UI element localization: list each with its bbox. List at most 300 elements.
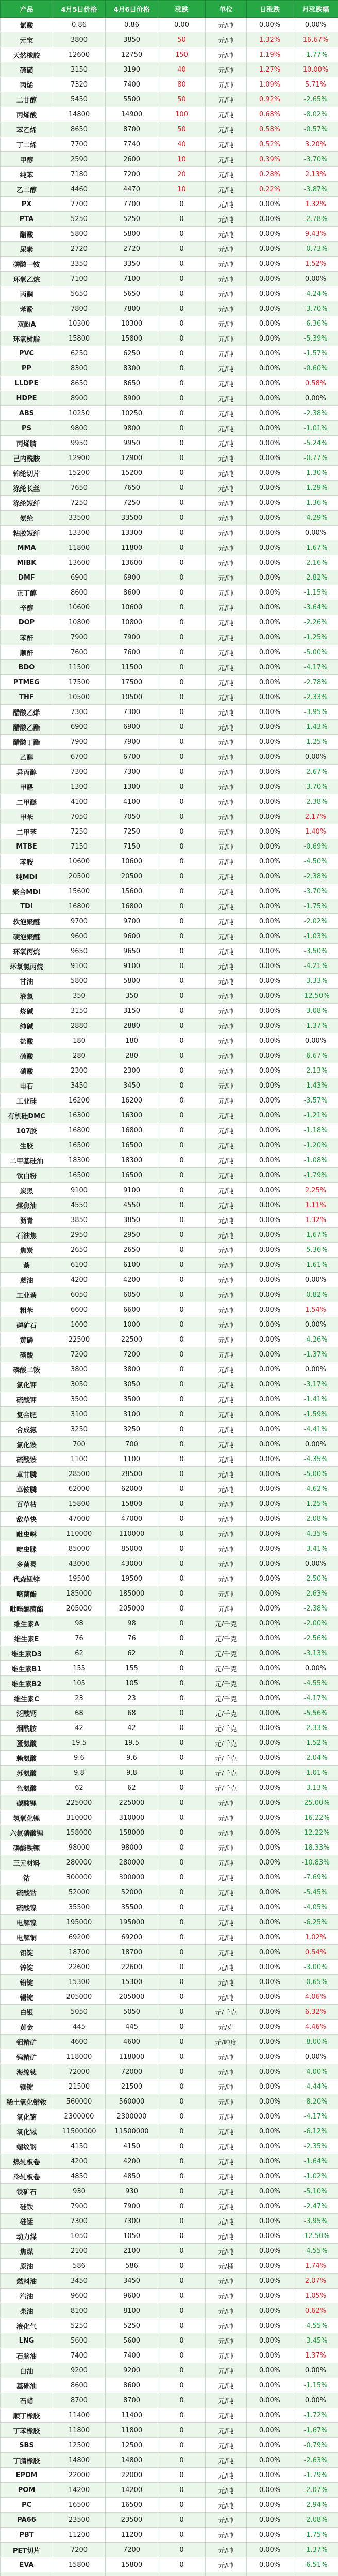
cell-unit: 元/吨: [206, 2094, 247, 2109]
cell-product: 六氟磷酸锂: [1, 1825, 53, 1840]
table-row: [1, 2333, 338, 2348]
cell-product: EPDM: [1, 2468, 53, 2483]
cell-unit: 元/吨: [206, 1228, 247, 1243]
cell-change: 0: [158, 1781, 206, 1795]
cell-day-change: 0.00%: [247, 2139, 293, 2154]
cell-change: 0: [158, 750, 206, 765]
cell-change: 0: [158, 2214, 206, 2229]
cell-product: 苯酐: [1, 630, 53, 645]
cell-price-prev: 205000: [53, 1990, 106, 2005]
cell-change: 0: [158, 406, 206, 421]
cell-change: 0: [158, 2408, 206, 2423]
cell-price-prev: 9600: [53, 929, 106, 944]
cell-month-change: -3.50%: [293, 944, 338, 959]
cell-unit: 元/吨: [206, 1004, 247, 1019]
cell-product: 磷酸一铵: [1, 257, 53, 272]
cell-day-change: 0.00%: [247, 944, 293, 959]
cell-product: 钼精矿: [1, 2035, 53, 2049]
cell-unit: 元/千克: [206, 1721, 247, 1736]
cell-price-curr: 3850: [106, 32, 158, 47]
cell-product: PBT: [1, 2528, 53, 2543]
cell-price-prev: 3050: [53, 1377, 106, 1392]
cell-change: 0: [158, 1452, 206, 1467]
cell-price-curr: 7250: [106, 824, 158, 839]
cell-product: 敌草快: [1, 1512, 53, 1527]
cell-product: 硅铁: [1, 2199, 53, 2214]
cell-change: 0: [158, 959, 206, 974]
cell-day-change: 0.00%: [247, 1317, 293, 1332]
cell-price-curr: 12500: [106, 2438, 158, 2453]
cell-price-curr: 17500: [106, 675, 158, 690]
table-row: [1, 2244, 338, 2259]
cell-day-change: 0.22%: [247, 182, 293, 197]
table-row: [1, 974, 338, 989]
cell-price-curr: 560000: [106, 2094, 158, 2109]
cell-day-change: 0.00%: [247, 2199, 293, 2214]
cell-unit: 元/吨: [206, 1840, 247, 1855]
cell-price-curr: 2100: [106, 2244, 158, 2259]
cell-month-change: -4.21%: [293, 959, 338, 974]
cell-price-curr: 22600: [106, 1960, 158, 1975]
cell-change: 0: [158, 1392, 206, 1407]
cell-change: 0: [158, 1975, 206, 1990]
cell-change: 0: [158, 1825, 206, 1840]
cell-unit: 元/千克: [206, 1646, 247, 1661]
cell-change: 0: [158, 1048, 206, 1063]
cell-change: 0: [158, 720, 206, 735]
cell-product: 硝酸: [1, 1063, 53, 1078]
cell-product: 维生素A: [1, 1616, 53, 1631]
table-row: [1, 2079, 338, 2094]
cell-price-prev: 8900: [53, 391, 106, 406]
cell-unit: 元/吨: [206, 1317, 247, 1332]
cell-price-curr: 105: [106, 1676, 158, 1691]
cell-product: 氨纶: [1, 511, 53, 526]
cell-unit: 元/吨: [206, 1601, 247, 1616]
cell-product: 吡唑醚菌酯: [1, 1601, 53, 1616]
cell-month-change: -1.15%: [293, 585, 338, 600]
cell-product: 纯碱: [1, 1019, 53, 1033]
cell-unit: 元/吨: [206, 1990, 247, 2005]
cell-price-curr: 4100: [106, 794, 158, 809]
cell-product: 己内酰胺: [1, 451, 53, 466]
cell-price-prev: 18700: [53, 1945, 106, 1960]
cell-change: 0: [158, 824, 206, 839]
cell-month-change: -4.35%: [293, 1452, 338, 1467]
cell-change: 0: [158, 929, 206, 944]
cell-product: 草甘膦: [1, 1467, 53, 1482]
cell-day-change: 0.00%: [247, 750, 293, 765]
cell-unit: 元/千克: [206, 1691, 247, 1706]
cell-month-change: -6.51%: [293, 2557, 338, 2572]
cell-price-curr: 16500: [106, 2498, 158, 2513]
cell-product: 环氧氯丙烷: [1, 959, 53, 974]
cell-price-prev: 3500: [53, 1392, 106, 1407]
cell-month-change: -18.33%: [293, 1840, 338, 1855]
cell-month-change: -6.25%: [293, 1915, 338, 1930]
cell-change: 0: [158, 511, 206, 526]
cell-day-change: 0.00%: [247, 2498, 293, 2513]
cell-price-curr: 3500: [106, 1392, 158, 1407]
cell-unit: 元/吨: [206, 1019, 247, 1033]
cell-product: 石油焦: [1, 1228, 53, 1243]
table-row: [1, 1198, 338, 1213]
cell-unit: 元/吨: [206, 959, 247, 974]
cell-unit: 元/吨: [206, 1093, 247, 1108]
cell-change: 0: [158, 2318, 206, 2333]
cell-price-curr: 3050: [106, 1377, 158, 1392]
cell-day-change: 0.00%: [247, 1422, 293, 1437]
cell-change: 50: [158, 92, 206, 107]
cell-price-prev: 2720: [53, 242, 106, 257]
cell-unit: 元/吨: [206, 1825, 247, 1840]
cell-month-change: -3.64%: [293, 600, 338, 615]
cell-month-change: -3.08%: [293, 1004, 338, 1019]
cell-unit: 元/吨: [206, 2363, 247, 2378]
cell-price-prev: 2880: [53, 1019, 106, 1033]
cell-unit: 元/吨: [206, 540, 247, 555]
table-row: [1, 1033, 338, 1048]
cell-month-change: -0.73%: [293, 242, 338, 257]
cell-day-change: 0.00%: [247, 854, 293, 869]
cell-unit: 元/吨: [206, 286, 247, 301]
cell-unit: 元/吨: [206, 765, 247, 779]
cell-day-change: 0.00%: [247, 2303, 293, 2318]
cell-product: 汽油: [1, 2289, 53, 2303]
table-row: [1, 2199, 338, 2214]
cell-change: 0: [158, 884, 206, 899]
cell-unit: 元/吨: [206, 197, 247, 212]
cell-product: 草铵膦: [1, 1482, 53, 1497]
cell-day-change: 0.00%: [247, 2244, 293, 2259]
cell-month-change: -3.87%: [293, 182, 338, 197]
cell-price-curr: 1000: [106, 1317, 158, 1332]
cell-day-change: 0.00%: [247, 899, 293, 914]
cell-day-change: 0.00%: [247, 451, 293, 466]
cell-day-change: 0.00%: [247, 1631, 293, 1646]
cell-product: 原油: [1, 2259, 53, 2274]
cell-product: 乙二醇: [1, 182, 53, 197]
cell-price-curr: 10600: [106, 854, 158, 869]
cell-day-change: 0.00%: [247, 2468, 293, 2483]
cell-unit: 元/吨: [206, 1482, 247, 1497]
cell-unit: 元/吨: [206, 451, 247, 466]
table-row: [1, 1273, 338, 1287]
cell-price-curr: 4200: [106, 2154, 158, 2169]
cell-price-prev: 15600: [53, 884, 106, 899]
cell-change: 0: [158, 1168, 206, 1183]
cell-day-change: 0.00%: [247, 1497, 293, 1512]
cell-month-change: -1.57%: [293, 346, 338, 361]
header-unit: 单位: [206, 1, 247, 18]
cell-month-change: 1.02%: [293, 1930, 338, 1945]
cell-unit: 元/千克: [206, 1781, 247, 1795]
cell-day-change: 0.00%: [247, 1900, 293, 1915]
cell-month-change: -6.36%: [293, 316, 338, 331]
cell-day-change: 0.00%: [247, 1228, 293, 1243]
cell-product: 二甘醇: [1, 92, 53, 107]
cell-unit: 元/吨: [206, 1392, 247, 1407]
table-row: [1, 2005, 338, 2020]
cell-change: 0: [158, 1676, 206, 1691]
cell-unit: 元/吨: [206, 511, 247, 526]
cell-product: 乙醇: [1, 750, 53, 765]
cell-day-change: 0.00%: [247, 1661, 293, 1676]
cell-price-prev: 52000: [53, 1885, 106, 1900]
cell-change: 0: [158, 481, 206, 496]
cell-price-curr: 350: [106, 989, 158, 1004]
cell-change: 80: [158, 77, 206, 92]
cell-change: 0: [158, 346, 206, 361]
cell-day-change: 0.39%: [247, 152, 293, 167]
cell-day-change: 0.00%: [247, 2094, 293, 2109]
table-row: [1, 585, 338, 600]
table-row: [1, 2543, 338, 2557]
cell-price-prev: 4100: [53, 794, 106, 809]
cell-month-change: -4.55%: [293, 1676, 338, 1691]
cell-month-change: 10.00%: [293, 62, 338, 77]
cell-unit: 元/吨: [206, 884, 247, 899]
cell-price-prev: 16500: [53, 1168, 106, 1183]
cell-product: PTA: [1, 212, 53, 227]
cell-price-curr: 2950: [106, 1228, 158, 1243]
cell-price-curr: 68: [106, 1706, 158, 1721]
cell-price-curr: 6600: [106, 1302, 158, 1317]
cell-unit: 元/吨: [206, 2154, 247, 2169]
cell-day-change: 0.58%: [247, 122, 293, 137]
cell-change: 0: [158, 2199, 206, 2214]
cell-price-prev: 69200: [53, 1930, 106, 1945]
cell-price-prev: 6100: [53, 1258, 106, 1273]
cell-day-change: 0.00%: [247, 2483, 293, 2498]
cell-unit: 元/吨: [206, 466, 247, 481]
cell-change: 0: [158, 2483, 206, 2498]
table-row: [1, 2378, 338, 2393]
cell-month-change: 1.37%: [293, 2348, 338, 2363]
cell-month-change: -1.25%: [293, 630, 338, 645]
cell-price-curr: 18700: [106, 1945, 158, 1960]
cell-unit: 元/千克: [206, 2005, 247, 2020]
cell-product: 磷酸二铵: [1, 1362, 53, 1377]
cell-unit: 元/吨: [206, 1108, 247, 1123]
cell-price-prev: 1050: [53, 2229, 106, 2244]
cell-month-change: -2.13%: [293, 1063, 338, 1078]
cell-price-prev: 20500: [53, 869, 106, 884]
cell-unit: 元/吨: [206, 1975, 247, 1990]
cell-unit: 元/吨: [206, 1870, 247, 1885]
table-row: [1, 1302, 338, 1317]
cell-unit: 元/吨: [206, 1855, 247, 1870]
cell-change: 0: [158, 2184, 206, 2199]
cell-product: 有机硅DMC: [1, 1108, 53, 1123]
cell-month-change: -3.13%: [293, 1646, 338, 1661]
cell-price-prev: 76: [53, 1631, 106, 1646]
cell-month-change: -1.43%: [293, 720, 338, 735]
cell-month-change: -5.10%: [293, 2184, 338, 2199]
cell-product: 甘油: [1, 974, 53, 989]
table-body: [1, 18, 338, 2576]
cell-price-curr: 35500: [106, 1900, 158, 1915]
cell-product: 煤焦油: [1, 1198, 53, 1213]
cell-unit: 元/吨: [206, 779, 247, 794]
table-row: [1, 1287, 338, 1302]
table-row: [1, 1332, 338, 1347]
table-row: [1, 1467, 338, 1482]
cell-day-change: 0.00%: [247, 735, 293, 750]
cell-change: 0: [158, 1990, 206, 2005]
cell-price-prev: 7700: [53, 137, 106, 152]
cell-day-change: 0.00%: [247, 720, 293, 735]
cell-product: 黄金: [1, 2020, 53, 2035]
cell-unit: 元/吨: [206, 989, 247, 1004]
cell-day-change: 0.00%: [247, 242, 293, 257]
table-row: [1, 406, 338, 421]
cell-day-change: 0.00%: [247, 1571, 293, 1586]
cell-unit: 元/吨: [206, 2049, 247, 2064]
cell-price-curr: 11200: [106, 2528, 158, 2543]
cell-month-change: -1.61%: [293, 1258, 338, 1273]
cell-day-change: 0.00%: [247, 779, 293, 794]
cell-product: 聚合MDI: [1, 884, 53, 899]
cell-product: 黄磷: [1, 1332, 53, 1347]
cell-change: 0: [158, 286, 206, 301]
cell-product: MTBE: [1, 839, 53, 854]
table-row: [1, 675, 338, 690]
cell-product: 维生素D3: [1, 1646, 53, 1661]
cell-price-curr: 11500: [106, 660, 158, 675]
cell-product: 硫酸镍: [1, 1900, 53, 1915]
cell-unit: 元/吨: [206, 526, 247, 540]
table-row: [1, 2169, 338, 2184]
cell-day-change: 0.00%: [247, 705, 293, 720]
cell-unit: 元/吨: [206, 1332, 247, 1347]
cell-unit: 元/千克: [206, 1736, 247, 1751]
cell-month-change: -4.62%: [293, 1482, 338, 1497]
cell-month-change: -0.60%: [293, 361, 338, 376]
table-row: [1, 2438, 338, 2453]
cell-unit: 元/吨: [206, 2498, 247, 2513]
cell-price-prev: 9.8: [53, 1766, 106, 1781]
table-row: [1, 1048, 338, 1063]
cell-change: 0: [158, 2079, 206, 2094]
cell-change: 0: [158, 555, 206, 570]
cell-unit: 元/吨: [206, 1810, 247, 1825]
cell-price-prev: 15800: [53, 1497, 106, 1512]
cell-day-change: 0.00%: [247, 1751, 293, 1766]
cell-day-change: 0.00%: [247, 1766, 293, 1781]
table-row: [1, 1631, 338, 1646]
table-row: [1, 1138, 338, 1153]
cell-price-curr: 118000: [106, 2049, 158, 2064]
cell-price-curr: 15800: [106, 2557, 158, 2572]
table-row: [1, 2528, 338, 2543]
cell-price-prev: 42: [53, 1721, 106, 1736]
table-row: [1, 2289, 338, 2303]
cell-price-prev: 205000: [53, 1601, 106, 1616]
cell-day-change: 0.00%: [247, 2214, 293, 2229]
cell-day-change: 0.00%: [247, 1019, 293, 1033]
cell-price-curr: 3450: [106, 1078, 158, 1093]
cell-price-prev: 85000: [53, 1541, 106, 1556]
cell-product: 工业硅: [1, 1093, 53, 1108]
cell-unit: 元/吨: [206, 1586, 247, 1601]
cell-price-prev: 3350: [53, 257, 106, 272]
cell-price-prev: 22600: [53, 1960, 106, 1975]
table-row: [1, 1810, 338, 1825]
cell-month-change: 2.07%: [293, 2274, 338, 2289]
cell-price-curr: 6900: [106, 570, 158, 585]
cell-change: 0: [158, 1930, 206, 1945]
cell-product: 液化气: [1, 2318, 53, 2333]
cell-unit: 元/吨: [206, 1138, 247, 1153]
cell-unit: 元/千克: [206, 1616, 247, 1631]
cell-product: 焦炭: [1, 1243, 53, 1258]
cell-day-change: 1.32%: [247, 32, 293, 47]
cell-price-curr: 62: [106, 1781, 158, 1795]
cell-price-curr: 98000: [106, 1840, 158, 1855]
cell-month-change: 1.40%: [293, 824, 338, 839]
table-row: [1, 1646, 338, 1661]
cell-day-change: 0.00%: [247, 1153, 293, 1168]
cell-change: 0: [158, 331, 206, 346]
cell-price-curr: 2880: [106, 1019, 158, 1033]
cell-month-change: -6.67%: [293, 1048, 338, 1063]
cell-day-change: 0.00%: [247, 2408, 293, 2423]
cell-change: 0: [158, 451, 206, 466]
cell-product: 沥青: [1, 1213, 53, 1228]
cell-unit: 元/吨: [206, 1795, 247, 1810]
cell-price-prev: 3250: [53, 1422, 106, 1437]
cell-unit: 元/吨: [206, 391, 247, 406]
cell-day-change: 0.00%: [247, 316, 293, 331]
cell-price-prev: 15800: [53, 2557, 106, 2572]
cell-product: 粗苯: [1, 1302, 53, 1317]
table-row: [1, 2483, 338, 2498]
cell-price-curr: 1050: [106, 2229, 158, 2244]
table-row: [1, 660, 338, 675]
cell-month-change: 0.00%: [293, 2363, 338, 2378]
table-row: [1, 750, 338, 765]
cell-change: 0: [158, 2020, 206, 2035]
cell-price-curr: 15300: [106, 1975, 158, 1990]
cell-change: 0: [158, 2169, 206, 2184]
cell-change: 0: [158, 2244, 206, 2259]
cell-month-change: 3.20%: [293, 137, 338, 152]
cell-change: 0: [158, 1616, 206, 1631]
cell-month-change: -2.38%: [293, 406, 338, 421]
cell-price-prev: 3450: [53, 2274, 106, 2289]
cell-day-change: 0.00%: [247, 615, 293, 630]
cell-unit: 元/吨: [206, 361, 247, 376]
table-row: [1, 376, 338, 391]
cell-change: 0: [158, 1766, 206, 1781]
cell-change: 0: [158, 2154, 206, 2169]
cell-day-change: 0.00%: [247, 2154, 293, 2169]
cell-product: 萘: [1, 1258, 53, 1273]
cell-product: 氯化钾: [1, 1377, 53, 1392]
header-change: 涨跌: [158, 1, 206, 18]
cell-month-change: 0.00%: [293, 1362, 338, 1377]
cell-price-curr: 52000: [106, 1885, 158, 1900]
cell-month-change: -0.57%: [293, 122, 338, 137]
cell-month-change: -5.56%: [293, 1706, 338, 1721]
cell-day-change: 0.00%: [247, 331, 293, 346]
table-row: [1, 122, 338, 137]
cell-month-change: -2.08%: [293, 1512, 338, 1527]
cell-month-change: -2.94%: [293, 2498, 338, 2513]
cell-day-change: 0.00%: [247, 2064, 293, 2079]
cell-change: 40: [158, 62, 206, 77]
